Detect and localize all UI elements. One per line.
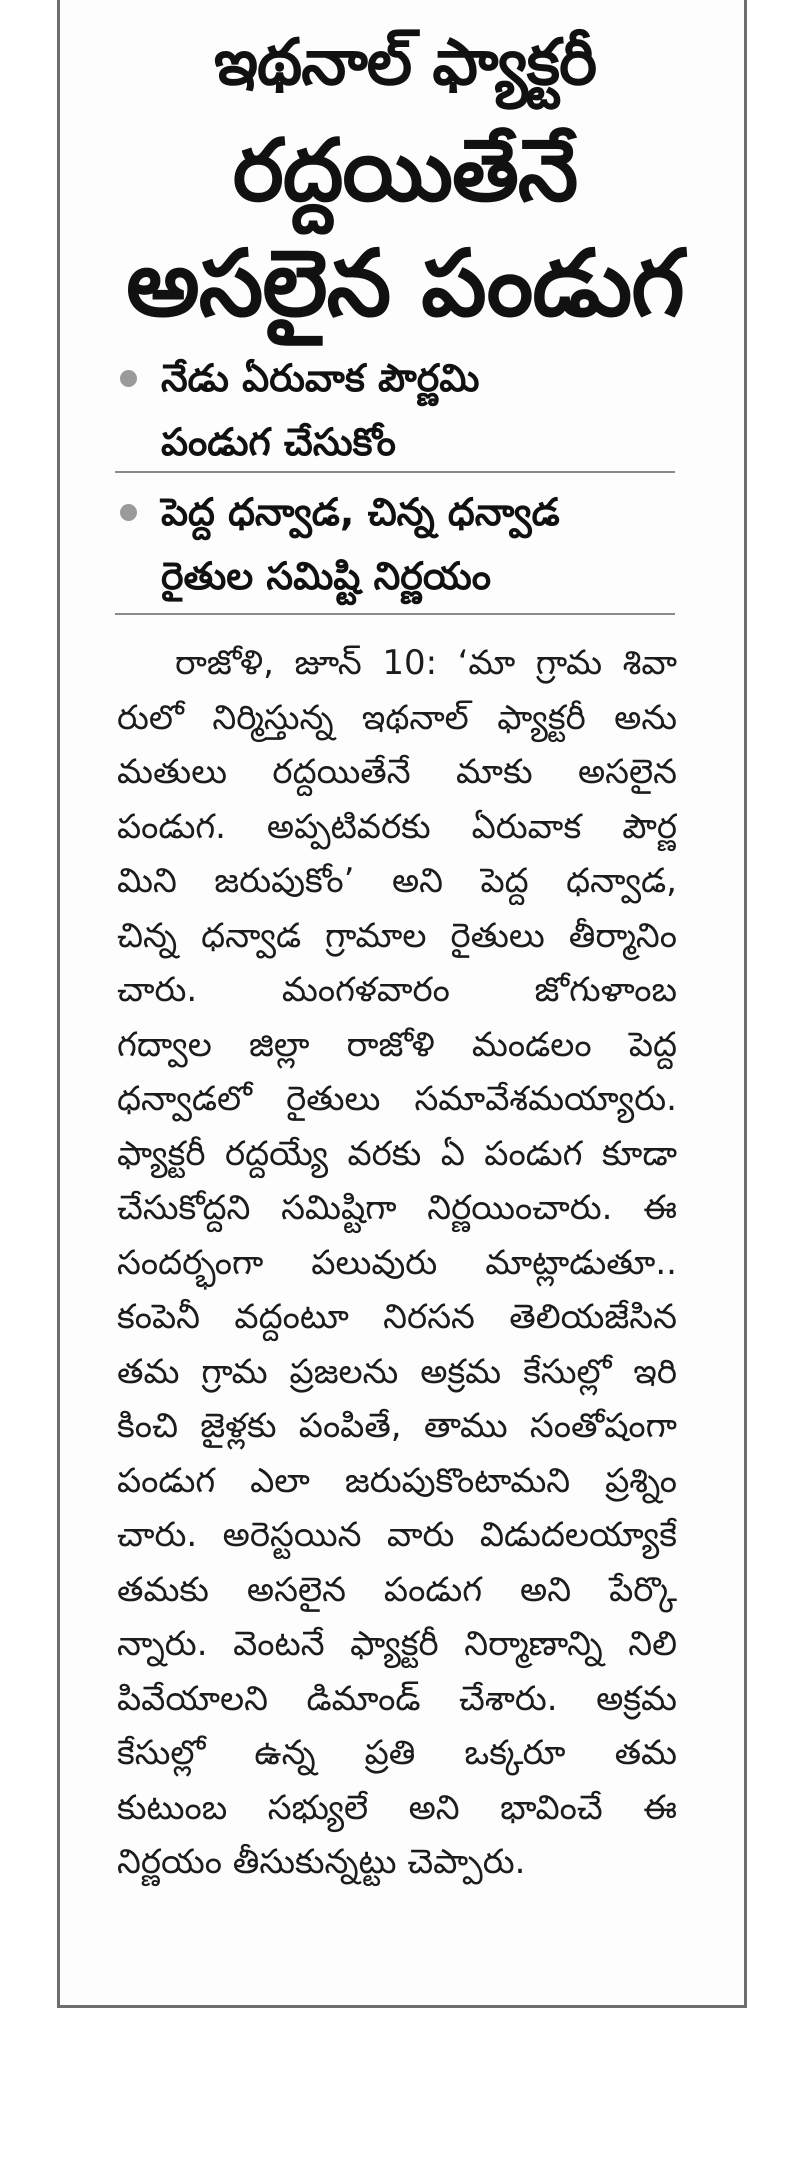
article-line: గద్వాల జిల్లా రాజోళి మండలం పెద్ద (117, 1024, 677, 1065)
bullet-dot-icon (120, 504, 137, 521)
article-line: సందర్భంగా పలువురు మాట్లాడుతూ.. (117, 1242, 677, 1283)
article-line: చేసుకోద్దని సమిష్టిగా నిర్ణయించారు. ఈ (117, 1188, 677, 1228)
highlight-divider (115, 471, 675, 473)
headline-line-2: రద్దయితేనే (232, 121, 578, 221)
highlight-text (161, 480, 560, 608)
article-line: పండుగ ఎలా జరుపుకొంటామని ప్రశ్నిం (117, 1460, 677, 1501)
article-line: తమకు అసలైన పండుగ అని పేర్కొ (117, 1569, 677, 1610)
headline-line-1: ఇథనాల్ ఫ్యాక్టరీ (213, 26, 597, 100)
article-line: చారు. అరెస్టయిన వారు విడుదలయ్యాకే (117, 1515, 677, 1555)
article-line: కించి జైళ్లకు పంపితే, తాము సంతోషంగా (117, 1406, 677, 1446)
article-line: కంపెనీ వద్దంటూ నిరసన తెలియజేసిన (117, 1297, 677, 1337)
bullet-dot-icon (120, 370, 137, 387)
article-line: ఫ్యాక్టరీ రద్దయ్యే వరకు ఏ పండుగ కూడా (117, 1133, 677, 1174)
highlight-divider (115, 613, 675, 615)
article-line: రులో నిర్మిస్తున్న ఇథనాల్ ఫ్యాక్టరీ అను (117, 697, 677, 738)
highlight-line: నేడు ఏరువాక పౌర్ణమి (161, 356, 480, 400)
article-line: న్నారు. వెంటనే ఫ్యాక్టరీ నిర్మాణాన్ని నిలి (117, 1624, 677, 1664)
article-line: మిని జరుపుకోం’ అని పెద్ద ధన్వాడ, (117, 861, 677, 901)
highlight-line: పెద్ద ధన్వాడ, చిన్న ధన్వాడ (161, 490, 560, 534)
highlight-line: పండుగ చేసుకోం (161, 420, 396, 464)
article-line: పివేయాలని డిమాండ్ చేశారు. అక్రమ (117, 1678, 677, 1719)
headline-line-3: అసలైన పండుగ (126, 230, 684, 337)
article-frame (57, 0, 747, 2008)
article-body (117, 636, 677, 1890)
article-line: పండుగ. అప్పటివరకు ఏరువాక పౌర్ణ (117, 806, 677, 847)
article-line: మతులు రద్దయితేనే మాకు అసలైన (117, 752, 677, 792)
highlight-item (120, 480, 560, 608)
article-line: కుటుంబ సభ్యులే అని భావించే ఈ (117, 1787, 677, 1828)
article-line: కేసుల్లో ఉన్న ప్రతి ఒక్కరూ తమ (117, 1733, 677, 1773)
article-line: రాజోళి, జూన్ 10: ‘మా గ్రామ శివా (175, 643, 677, 683)
article-line: నిర్ణయం తీసుకున్నట్టు చెప్పారు. (117, 1842, 526, 1882)
article-line: చిన్న ధన్వాడ గ్రామాల రైతులు తీర్మానిం (117, 915, 677, 956)
highlight-line: రైతుల సమిష్టి నిర్ణయం (161, 554, 491, 598)
highlight-text (161, 346, 479, 474)
article-line: తమ గ్రామ ప్రజలను అక్రమ కేసుల్లో ఇరి (117, 1351, 677, 1392)
article-line: చారు. మంగళవారం జోగుళాంబ (117, 970, 677, 1010)
highlight-item (120, 346, 479, 474)
article-line: ధన్వాడలో రైతులు సమావేశమయ్యారు. (117, 1079, 677, 1119)
